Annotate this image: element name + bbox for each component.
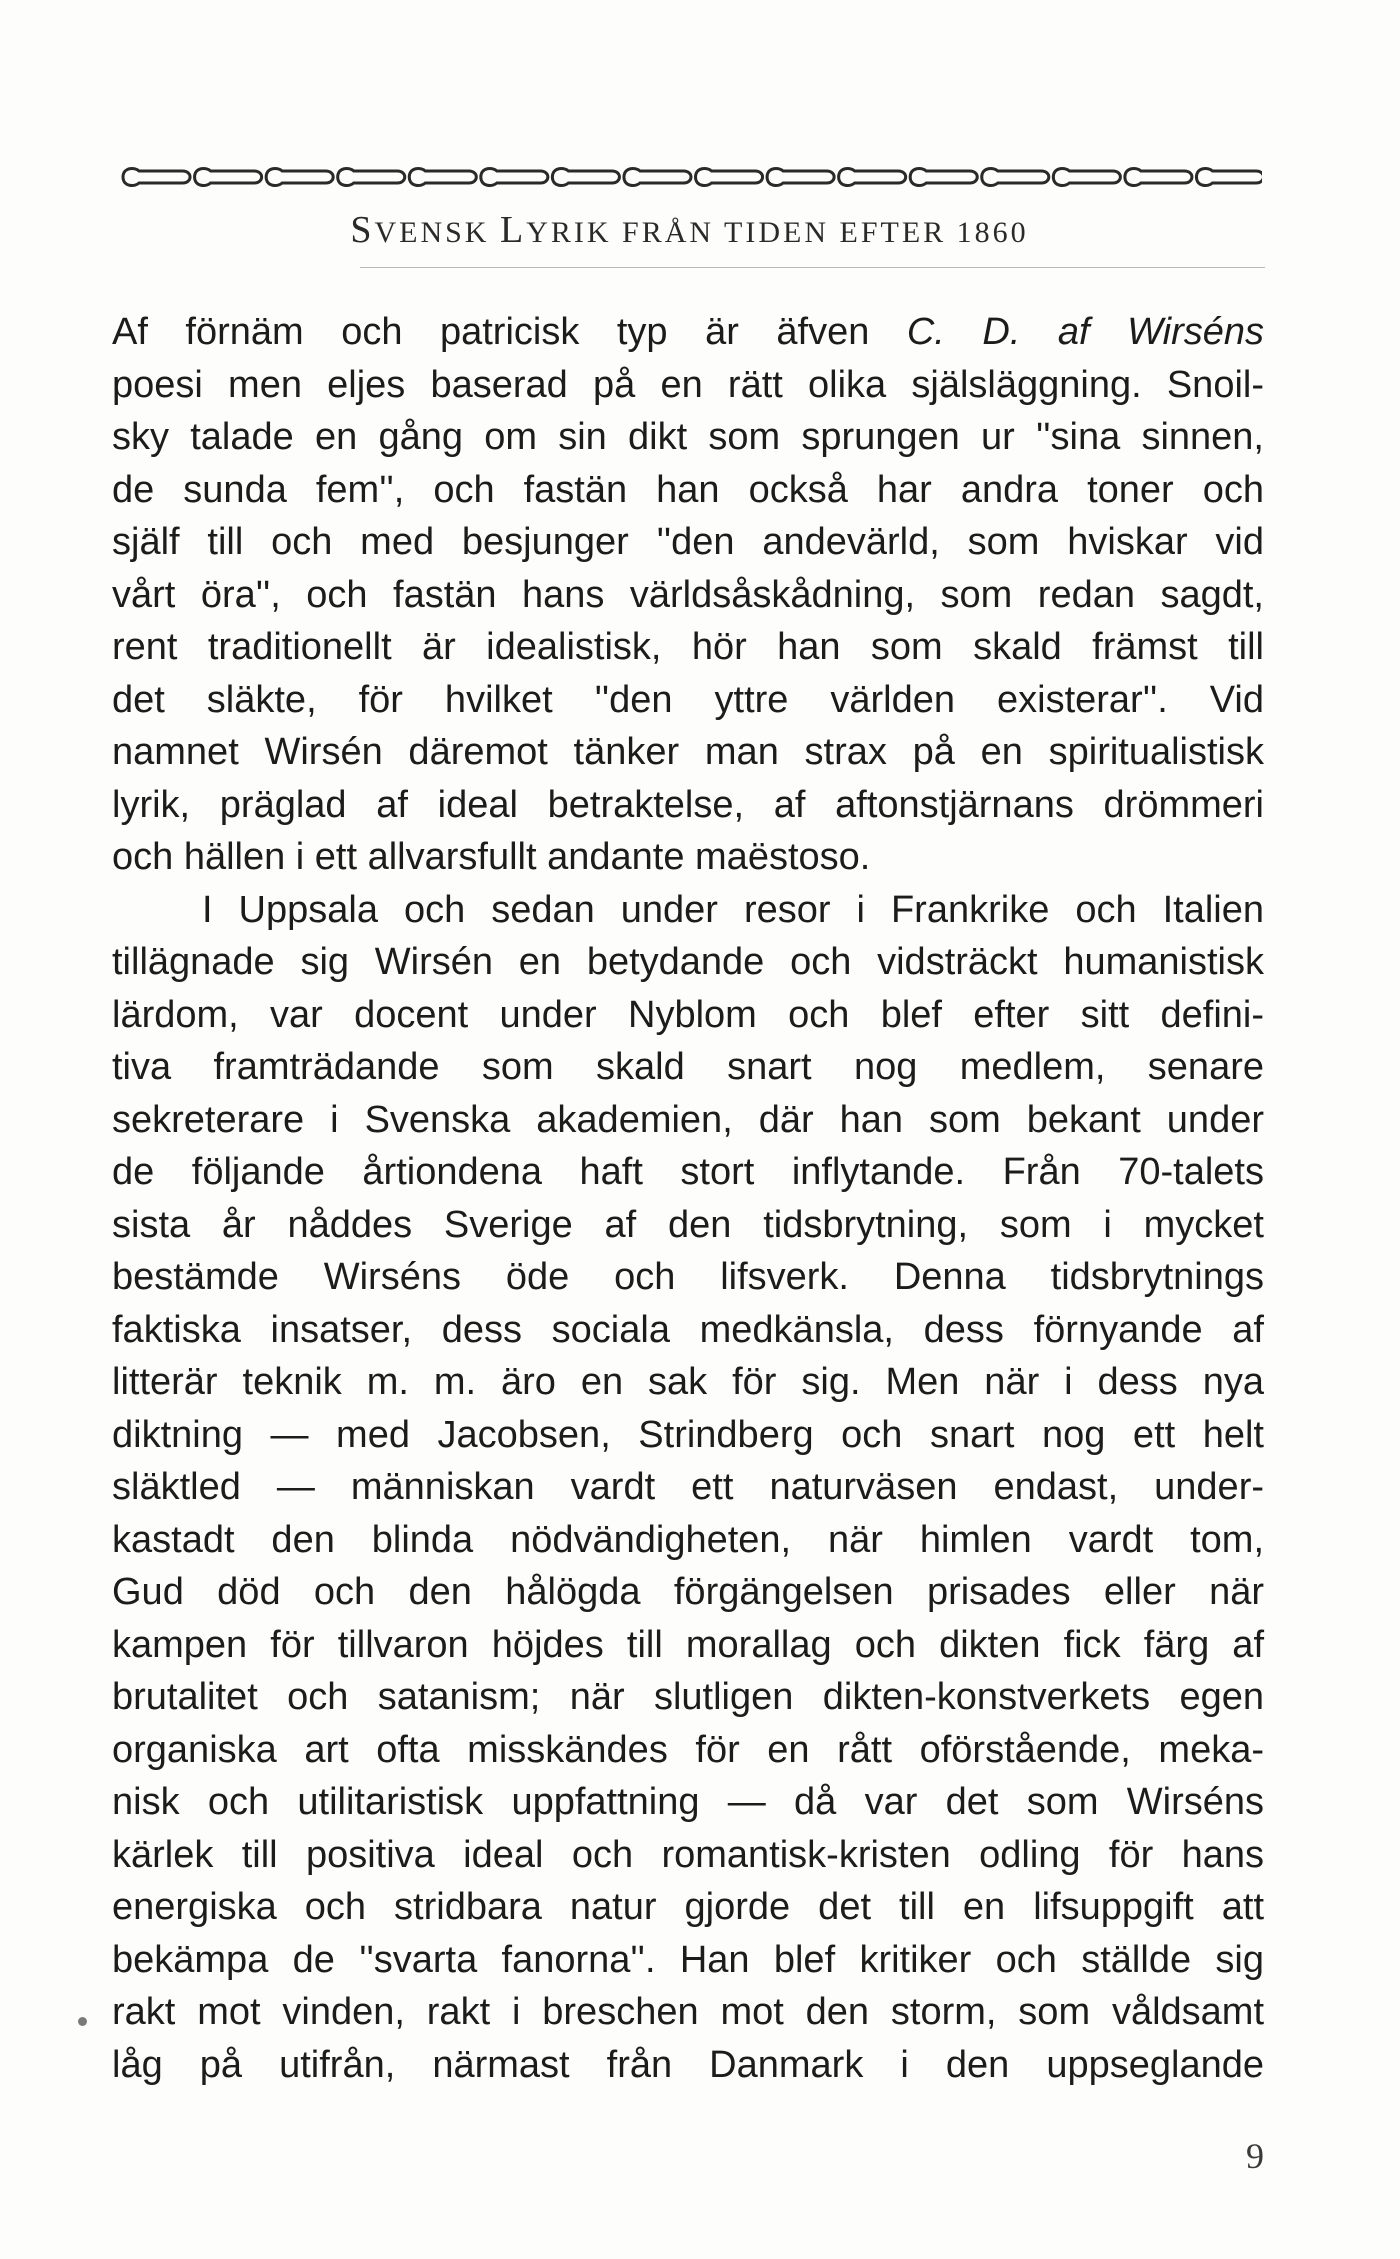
- margin-dot-mark: [78, 2017, 87, 2026]
- running-head-word-lyrik: YRIK: [526, 216, 612, 249]
- paragraph-1-line-5: själf till och med besjunger ''den andevärld, som hviskar vid: [112, 521, 1264, 563]
- ornament-link: [481, 169, 548, 186]
- p1-author-name: C. D. af Wirséns: [906, 311, 1264, 353]
- header-rule: [360, 267, 1265, 268]
- paragraph-2-line-4: tiva framträdande som skald snart nog medlem, senare: [112, 1046, 1264, 1088]
- paragraph-2-line-3: lärdom, var docent under Nyblom och blef efter sitt defini-: [112, 993, 1264, 1036]
- paragraph-1-line-3: sky talade en gång om sin dikt som sprungen ur ''sina sinnen,: [112, 416, 1264, 458]
- paragraph-1-line-10: lyrik, präglad af ideal betraktelse, af aftonstjärnans drömmeri: [112, 783, 1264, 826]
- paragraph-2-line-22: rakt mot vinden, rakt i breschen mot den storm, som våldsamt: [112, 1991, 1264, 2033]
- paragraph-1-line-8: det släkte, för hvilket ''den yttre världen existerar''. Vid: [112, 678, 1264, 721]
- ornament-link: [1196, 169, 1262, 186]
- paragraph-2-line-6: de följande årtiondena haft stort inflytande. Från 70-talets: [112, 1151, 1264, 1193]
- page-number: 9: [1246, 2136, 1264, 2176]
- ornament-link: [266, 169, 333, 186]
- paragraph-2-line-10: litterär teknik m. m. äro en sak för sig. Men när i dess nya: [112, 1361, 1264, 1403]
- paragraph-2-line-20: energiska och stridbara natur gjorde det till en lifsuppgift att: [112, 1886, 1264, 1928]
- paragraph-1-line-4: de sunda fem'', och fastän han också har andra toner och: [112, 468, 1264, 511]
- ornament-link: [910, 169, 977, 186]
- ornament-link: [624, 169, 691, 186]
- paragraph-2-line-16: brutalitet och satanism; när slutligen dikten-konstverkets egen: [112, 1676, 1264, 1718]
- ornament-link: [552, 169, 619, 186]
- paragraph-2-line-23: låg på utifrån, närmast från Danmark i den uppseglande: [112, 2043, 1264, 2086]
- running-head-initial-l: L: [499, 209, 527, 251]
- decorative-border-ornament: [117, 160, 1262, 194]
- ornament-link: [1053, 169, 1120, 186]
- paragraph-1-line-11: och hällen i ett allvarsfullt andante maëstoso.: [112, 836, 871, 878]
- paragraph-2-line-12: släktled — människan vardt ett naturväsen endast, under-: [112, 1466, 1264, 1508]
- paragraph-2-line-17: organiska art ofta misskändes för en rått oförstående, meka-: [112, 1728, 1264, 1771]
- ornament-link: [1125, 169, 1192, 186]
- paragraph-2-line-9: faktiska insatser, dess sociala medkänsla, dess förnyande af: [112, 1308, 1264, 1351]
- p1-line-1-start: Af förnäm och patricisk typ är äfven: [112, 311, 907, 353]
- paragraph-1-line-9: namnet Wirsén däremot tänker man strax på en spiritualistisk: [112, 731, 1264, 773]
- paragraph-2-line-8: bestämde Wirséns öde och lifsverk. Denna tidsbrytnings: [112, 1256, 1264, 1298]
- ornament-link: [696, 169, 763, 186]
- paragraph-2-line-1: I Uppsala och sedan under resor i Frankrike och Italien: [202, 888, 1264, 931]
- paragraph-1-line-1: [112, 306, 1264, 359]
- paragraph-2-line-19: kärlek till positiva ideal och romantisk-kristen odling för hans: [112, 1833, 1264, 1876]
- ornament-link: [195, 169, 262, 186]
- running-head-word-svensk: VENSK: [374, 216, 500, 249]
- paragraph-1-line-2: poesi men eljes baserad på en rätt olika själsläggning. Snoil-: [112, 363, 1264, 406]
- paragraph-2-line-18: nisk och utilitaristisk uppfattning — då var det som Wirséns: [112, 1781, 1264, 1823]
- ornament-link: [409, 169, 476, 186]
- running-head: [117, 208, 1262, 252]
- ornament-link: [767, 169, 834, 186]
- paragraph-2-line-15: kampen för tillvaron höjdes till morallag och dikten fick färg af: [112, 1623, 1264, 1666]
- paragraph-2-line-21: bekämpa de ''svarta fanorna''. Han blef kritiker och ställde sig: [112, 1938, 1264, 1981]
- body-text: [112, 306, 1264, 2091]
- paragraph-1-line-7: rent traditionellt är idealistisk, hör han som skald främst till: [112, 626, 1264, 668]
- ornament-link: [839, 169, 906, 186]
- paragraph-2-line-14: Gud död och den hålögda förgängelsen prisades eller när: [112, 1571, 1264, 1613]
- paragraph-2-line-2: tillägnade sig Wirsén en betydande och vidsträckt humanistisk: [112, 941, 1264, 983]
- paragraph-2-line-11: diktning — med Jacobsen, Strindberg och snart nog ett helt: [112, 1413, 1264, 1456]
- running-head-initial-s: S: [350, 209, 375, 251]
- running-head-subtitle: FRÅN TIDEN EFTER 1860: [611, 216, 1029, 249]
- paragraph-2-line-7: sista år nåddes Sverige af den tidsbrytning, som i mycket: [112, 1203, 1264, 1246]
- paragraph-1-line-6: vårt öra'', och fastän hans världsåskådning, som redan sagdt,: [112, 573, 1264, 616]
- paragraph-2-line-13: kastadt den blinda nödvändigheten, när himlen vardt tom,: [112, 1518, 1264, 1561]
- paragraph-2-line-5: sekreterare i Svenska akademien, där han som bekant under: [112, 1098, 1264, 1141]
- ornament-link: [338, 169, 405, 186]
- ornament-link: [123, 169, 190, 186]
- ornament-link: [982, 169, 1049, 186]
